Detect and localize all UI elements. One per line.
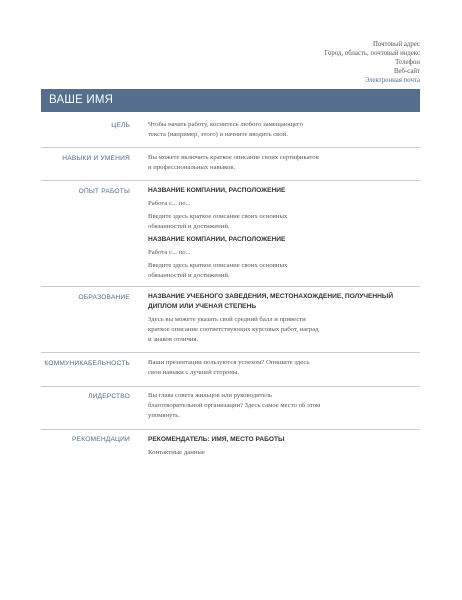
text-line: краткое описание соответствующих курсовых работ, наград [148,326,319,333]
section-divider [41,180,420,181]
contact-email[interactable]: Электронная почта [364,77,420,84]
text-line: Введите здесь краткое описание своих основных [148,213,288,220]
text-line: обязанностей и достижений. [148,272,230,279]
section-label: КОММУНИКАБЕЛЬНОСТЬ [44,360,130,367]
job-dates: Работа с... по... [148,249,191,256]
text-line: текста (например, этого) и начните вводить свой. [148,131,288,138]
contact-phone[interactable]: Телефон [395,59,420,66]
job-title: НАЗВАНИЕ КОМПАНИИ, РАСПОЛОЖЕНИЕ [148,187,286,194]
contact-city[interactable]: Город, область, почтовый индекс [324,50,420,57]
text-line: Вы глава совета жильцов или руководитель [148,392,272,399]
contact-website[interactable]: Веб-сайт [394,68,420,75]
section-label: РЕКОМЕНДАЦИИ [72,436,130,443]
section-label: НАВЫКИ И УМЕНИЯ [62,155,130,162]
text-line: Чтобы начать работу, коснитесь любого замещающего [148,121,303,128]
education-title: НАЗВАНИЕ УЧЕБНОГО ЗАВЕДЕНИЯ, МЕСТОНАХОЖДЕНИЕ, ПОЛУЧЕННЫЙ [148,293,394,300]
text-line: свои навыки с лучшей стороны. [148,369,240,376]
section-content[interactable] [148,435,410,458]
section-label: ОПЫТ РАБОТЫ [78,188,130,195]
job-dates: Работа с... по... [148,200,191,207]
text-line: упомянуть. [148,412,181,419]
text-line: Здесь вы можете указать свой средний балл и привести [148,316,306,323]
section-divider [41,429,420,430]
section-content[interactable] [148,186,410,281]
section-label: ОБРАЗОВАНИЕ [78,294,130,301]
name-banner [41,89,420,112]
section-content[interactable] [148,292,410,345]
text-line: Введите здесь краткое описание своих основных [148,262,288,269]
text-line: обязанностей и достижений. [148,223,230,230]
text-line: Ваши презентации пользуются успехом? Опишите здесь [148,359,310,366]
section-divider [41,286,420,287]
education-title: ДИПЛОМ ИЛИ УЧЕНАЯ СТЕПЕНЬ [148,303,257,310]
section-content[interactable] [148,391,410,421]
job-title: НАЗВАНИЕ КОМПАНИИ, РАСПОЛОЖЕНИЕ [148,236,286,243]
contact-address[interactable]: Почтовый адрес [372,41,420,48]
section-divider [41,352,420,353]
text-line: Контактные данные [148,449,205,456]
text-line: Вы можете включить краткое описание своих сертификатов [148,154,319,161]
section-label: ЦЕЛЬ [111,122,130,129]
section-label: ЛИДЕРСТВО [88,393,130,400]
section-content[interactable] [148,120,410,140]
section-divider [41,147,420,148]
contact-info [325,40,420,85]
reference-title: РЕКОМЕНДАТЕЛЬ: ИМЯ, МЕСТО РАБОТЫ [148,436,285,443]
text-line: благотворительной организации? Здесь самое место об этом [148,402,321,409]
section-content[interactable] [148,358,410,378]
text-line: и знаков отличия. [148,336,199,343]
text-line: и профессиональных навыков. [148,164,236,171]
section-content[interactable] [148,153,410,173]
your-name[interactable]: ВАШЕ ИМЯ [49,94,114,106]
section-divider [41,386,420,387]
